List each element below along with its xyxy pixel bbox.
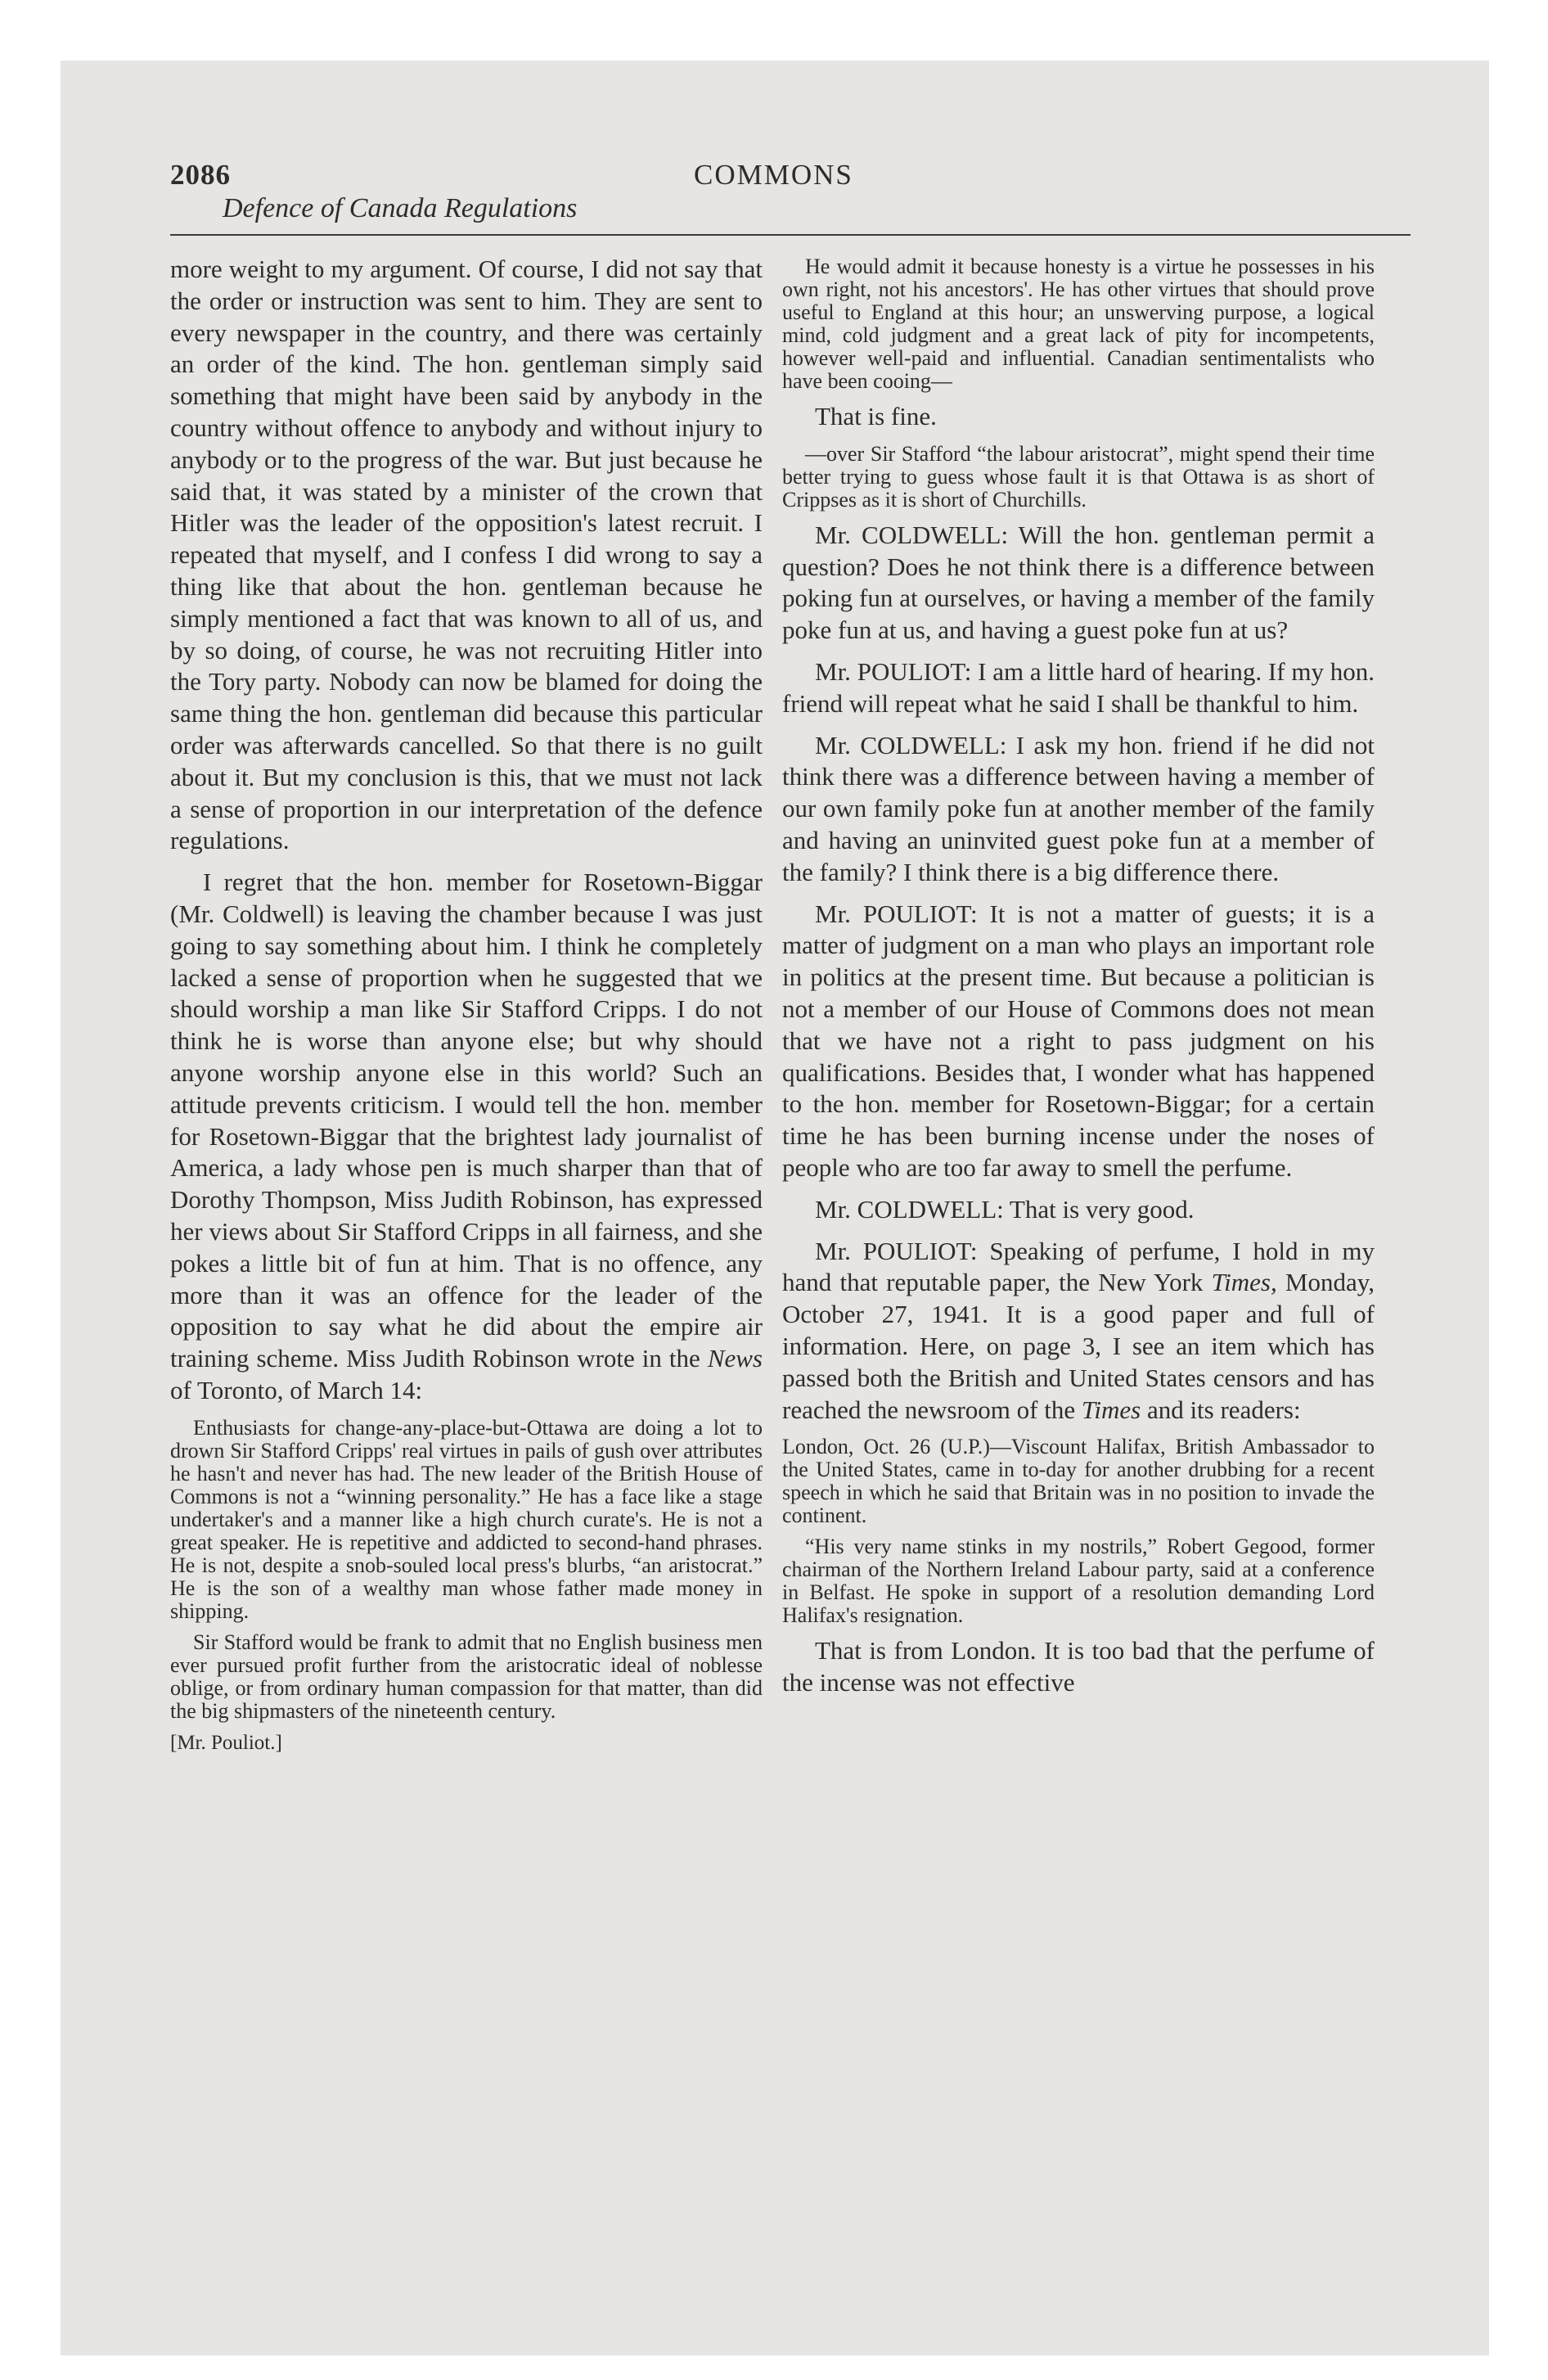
newspaper-name: Times [1081,1395,1141,1424]
quotation: London, Oct. 26 (U.P.)—Viscount Halifax, British Ambassador to the United States, came in to-day for another drubbing for a recent speech in which he said that Britain was in no position to invade the continent. [782,1435,1375,1528]
speech-coldwell: Mr. COLDWELL: I ask my hon. friend if he did not think there was a difference between having a member of our own family poke fun at another member of the family and having an uninvited guest poke fun at a member of the family? I think there is a big difference there. [782,730,1375,886]
quotation: “His very name stinks in my nostrils,” Robert Gegood, former chairman of the Northern Ireland Labour party, said at a conference in Belfast. He spoke in support of a resolution demanding Lord Halifax's resignation. [782,1535,1375,1628]
speech-pouliot [782,1236,1375,1427]
quotation: Enthusiasts for change-any-place-but-Ottawa are doing a lot to drown Sir Stafford Cripps' real virtues in pails of gush over attributes he hasn't and never has had. The new leader of the British House of Commons is not a “winning personality.” He has a face like a stage undertaker's and a manner like a high church curate's. He is not a great speaker. He is repetitive and addicted to second-hand phrases. He is not, despite a snob-souled local press's blurbs, “an aristocrat.” He is the son of a wealthy man whose father made money in shipping. [170,1415,763,1623]
paragraph-text: Monday, October 27, 1941. It is a good paper and full of information. Here, on page 3, I see an item which has passed both the British and United States censors and has reached the newsroom of the [782,1268,1375,1424]
page-number: 2086 [170,159,231,191]
running-title: COMMONS [694,159,853,191]
page-header [170,159,1389,232]
speech-coldwell: Mr. COLDWELL: Will the hon. gentleman permit a question? Does he not think there is a difference between poking fun at ourselves, or having a member of the family poke fun at us, and having a guest poke fun at us? [782,520,1375,645]
paragraph: That is fine. [815,402,937,430]
paragraph-text: I regret that the hon. member for Rosetown-Biggar (Mr. Coldwell) is leaving the chamber because I was just going to say something about him. I think he completely lacked a sense of proportion when he suggested that we should worship a man like Sir Stafford Cripps. I do not think he is worse than anyone else; but why should anyone worship anyone else in this world? Such an attitude prevents criticism. I would tell the hon. member for Rosetown-Biggar that the brightest lady journalist of America, a lady whose pen is much sharper than that of Dorothy Thompson, Miss Judith Robinson, has expressed her views about Sir Stafford Cripps in all fairness, and she pokes a little bit of fun at him. That is no offence, any more than it was an offence for the leader of the opposition to say what he did about the empire air training scheme. Miss Judith Robinson wrote in the [170,868,763,1373]
left-column [170,254,763,2234]
paragraph: That is from London. It is too bad that the perfume of the incense was not effective [782,1636,1375,1697]
speech-pouliot: Mr. POULIOT: I am a little hard of hearing. If my hon. friend will repeat what he said I shall be thankful to him. [782,656,1375,718]
quotation: —over Sir Stafford “the labour aristocrat”, might spend their time better trying to guess whose fault it is that Ottawa is as short of Crippses as it is short of Churchills. [782,441,1375,512]
quotation: He would admit it because honesty is a virtue he possesses in his own right, not his ancestors'. He has other virtues that should prove useful to England at this hour; an unswerving purpose, a logical mind, cold judgment and a great lack of pity for incompetents, however well-paid and influential. Canadian sentimentalists who have been cooing— [782,255,1375,393]
newspaper-name: News [707,1344,763,1373]
quotation: Sir Stafford would be frank to admit that no English business men ever pursued profit further from the aristocratic ideal of noblesse oblige, or from ordinary human compassion for that matter, than did the big shipmasters of the nineteenth century. [170,1629,763,1723]
newspaper-name: Times, [1211,1268,1277,1297]
paragraph-text: Mr. POULIOT: Speaking of perfume, I hold in my hand that reputable paper, the New York [782,1236,1375,1297]
paragraph-text: and its readers: [1141,1395,1301,1424]
header-rule [170,234,1411,236]
paragraph [170,867,763,1407]
right-column [782,254,1375,2234]
speech-pouliot: Mr. POULIOT: It is not a matter of guests; it is a matter of judgment on a man who plays an important role in politics at the present time. But because a politician is not a member of our House of Commons does not mean that we have not a right to pass judgment on his qualifications. Besides that, I wonder what has happened to the hon. member for Rosetown-Biggar; for a certain time he has been burning incense under the noses of people who are too far away to smell the perfume. [782,899,1375,1182]
speaker-attribution: [Mr. Pouliot.] [170,1731,282,1754]
section-title: Defence of Canada Regulations [223,193,578,223]
speech-coldwell: Mr. COLDWELL: That is very good. [815,1194,1195,1224]
paragraph: more weight to my argument. Of course, I did not say that the order or instruction was sent to him. They are sent to every newspaper in the country, and there was certainly an order of the kind. The hon. gentleman simply said something that might have been said by anybody in the country without offence to anybody and without injury to anybody or to the progress of the war. But just because he said that, it was stated by a minister of the crown that Hitler was the leader of the opposition's latest recruit. I repeated that myself, and I confess I did wrong to say a thing like that about the hon. gentleman because he simply mentioned a fact that was known to all of us, and by so doing, of course, he was not recruiting Hitler into the Tory party. Nobody can now be blamed for doing the same thing the hon. gentleman did because this particular order was afterwards cancelled. So that there is no guilt about it. But my conclusion is this, that we must not lack a sense of proportion in our interpretation of the defence regulations. [170,255,763,855]
paragraph-text: of Toronto, of March 14: [170,1375,423,1404]
